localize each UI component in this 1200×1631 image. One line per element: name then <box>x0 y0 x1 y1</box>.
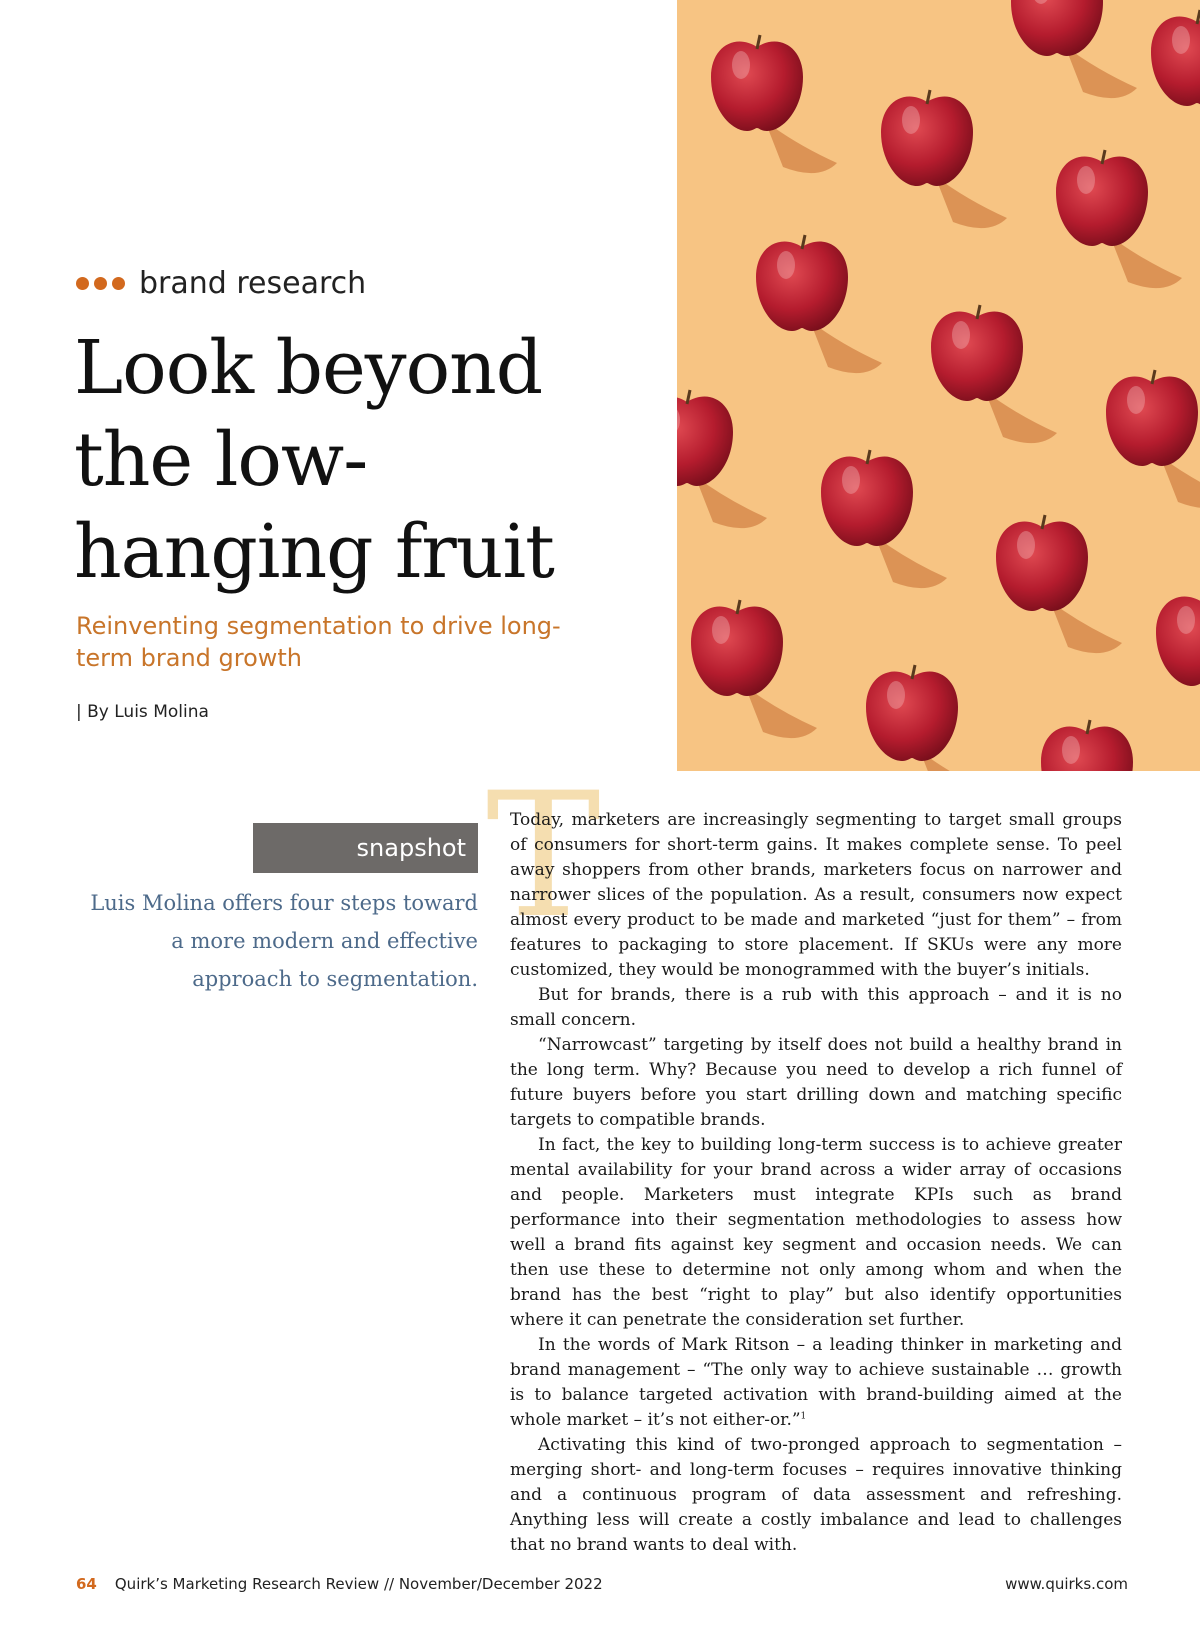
section-label-text: brand research <box>139 266 367 301</box>
page-footer <box>76 1575 1128 1593</box>
article-body <box>510 808 1122 1558</box>
publication-line: Quirk’s Marketing Research Review // November/December 2022 <box>114 1575 603 1593</box>
page-number: 64 <box>76 1575 97 1593</box>
body-paragraph: But for brands, there is a rub with this approach – and it is no small concern. <box>510 985 1122 1030</box>
body-paragraph: Today, marketers are increasingly segmenting to target small groups of consumers for short-term gains. It makes complete sense. To peel away shoppers from other brands, marketers focus on narrower and narrower slices of the population. As a result, consumers now expect almost every product to be made and marketed “just for them” – from features to packaging to store placement. If SKUs were any more customized, they would be monogrammed with the buyer’s initials. <box>510 810 1122 980</box>
section-label <box>76 266 366 301</box>
body-paragraph: In fact, the key to building long-term success is to achieve greater mental availability for your brand across a wider array of occasions and people. Marketers must integrate KPIs such as brand performance into their segmentation methodologies to assess how well a brand fits against key segment and occasion needs. We can then use these to determine not only among whom and when the brand has the best “right to play” but also identify opportunities where it can penetrate the consideration set further. <box>510 1135 1122 1330</box>
drop-cap: T <box>486 755 601 956</box>
quote-text: In the words of Mark Ritson – a leading thinker in marketing and brand management – “The only way to achieve sustainable … growth is to balance targeted activation with brand-building aimed at the whole market – it’s not either-or.” <box>510 1335 1122 1430</box>
article-headline: Look beyond the low-hanging fruit <box>74 325 554 595</box>
body-paragraph: “Narrowcast” targeting by itself does not build a healthy brand in the long term. Why? Because you need to develop a rich funnel of future buyers before you start drilling down and matching specific targets to compatible brands. <box>510 1035 1122 1130</box>
body-paragraph: Activating this kind of two-pronged approach to segmentation – merging short- and long-term focuses – requires innovative thinking and a continuous program of data assessment and refreshing. Anything less will create a costly imbalance and lead to challenges that no brand wants to deal with. <box>510 1435 1122 1555</box>
footer-url[interactable]: www.quirks.com <box>1005 1575 1128 1593</box>
footer-left <box>76 1575 603 1593</box>
footnote-marker: 1 <box>800 1411 807 1422</box>
snapshot-summary: Luis Molina offers four steps toward a more modern and effective approach to segmentation. <box>90 891 478 991</box>
snapshot-label: snapshot <box>253 823 478 873</box>
apple-pattern-photo <box>677 0 1200 771</box>
bullet-dots-icon <box>76 277 125 290</box>
body-paragraph <box>510 1333 1122 1433</box>
apple-pattern-icon <box>677 0 1200 771</box>
article-deck: Reinventing segmentation to drive long-term brand growth <box>76 612 561 672</box>
article-byline: | By Luis Molina <box>76 702 209 722</box>
